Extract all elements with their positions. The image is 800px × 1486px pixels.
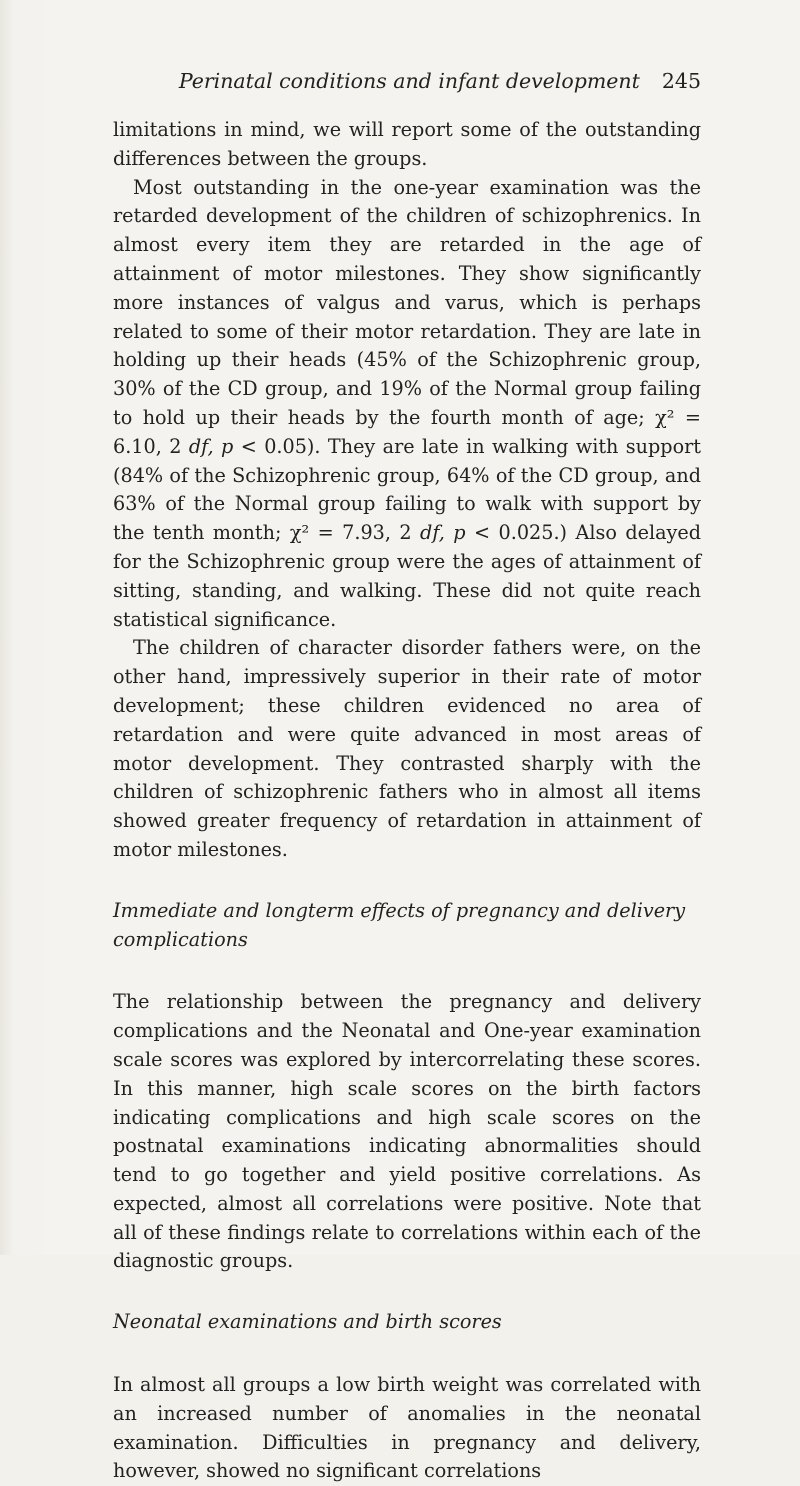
page-header (113, 66, 701, 96)
paragraph-character-disorder: The children of character disorder fathers were, on the other hand, impressively superior in their rate of motor development; these children evidenced no area of retardation and were quite advanced in most areas of motor development. They contrasted sharply with the children of schizophrenic fathers who in almost all items showed greater frequency of retardation in attainment of motor milestones. (113, 636, 701, 861)
paragraph-relationship: The relationship between the pregnancy and delivery complications and the Neonatal and One-year examination scale scores was explored by intercorrelating these scores. In this manner, high scale scores on the birth factors indicating complications and high scale scores on the postnatal examinations indicating abnormalities should tend to go together and yield positive correlations. As expected, almost all correlations were positive. Note that all of these findings relate to correlations within each of the diagnostic groups. (113, 990, 701, 1273)
p2-text-a: Most outstanding in the one-year examination was the retarded development of the children of schizophrenics. In almost every item they are retarded in the age of attainment of motor milestones. They show significantly more instances of valgus and varus, which is perhaps related to some of their motor retardation. They are late in holding up their heads (45% of the Schizophrenic group, 30% of the CD group, and 19% of the Normal group failing to hold up their heads by the fourth month of age; χ² = 6.10, 2 (113, 175, 701, 458)
paragraph-birth-weight: In almost all groups a low birth weight was correlated with an increased number of anomalies in the neonatal examination. Difficulties in pregnancy and delivery, however, showed no significant correlations (113, 1373, 701, 1483)
page-body (113, 116, 701, 1486)
p2-df-2: df, p (420, 521, 466, 545)
p2-df-1: df, p (188, 434, 234, 458)
running-title: Perinatal conditions and infant development (178, 69, 640, 93)
page-number: 245 (661, 69, 701, 93)
paragraph-one-year-exam (113, 174, 701, 635)
section-heading-neonatal: Neonatal examinations and birth scores (113, 1310, 502, 1334)
section-heading-effects: Immediate and longterm effects of pregnancy and delivery complications (113, 898, 686, 951)
p2-text-b: < 0.05). They are late in walking with support (84% of the Schizophrenic group, 64% of the CD group, and 63% of the Normal group failing to walk with support by the tenth month; χ² = 7.93, 2 (113, 434, 702, 545)
p2-text-c: < 0.025.) Also delayed for the Schizophrenic group were the ages of attainment of sitting, standing, and walking. These did not quite reach statistical significance. (113, 521, 702, 631)
paragraph-continuation: limitations in mind, we will report some of the outstanding differences between the groups. (113, 118, 701, 170)
